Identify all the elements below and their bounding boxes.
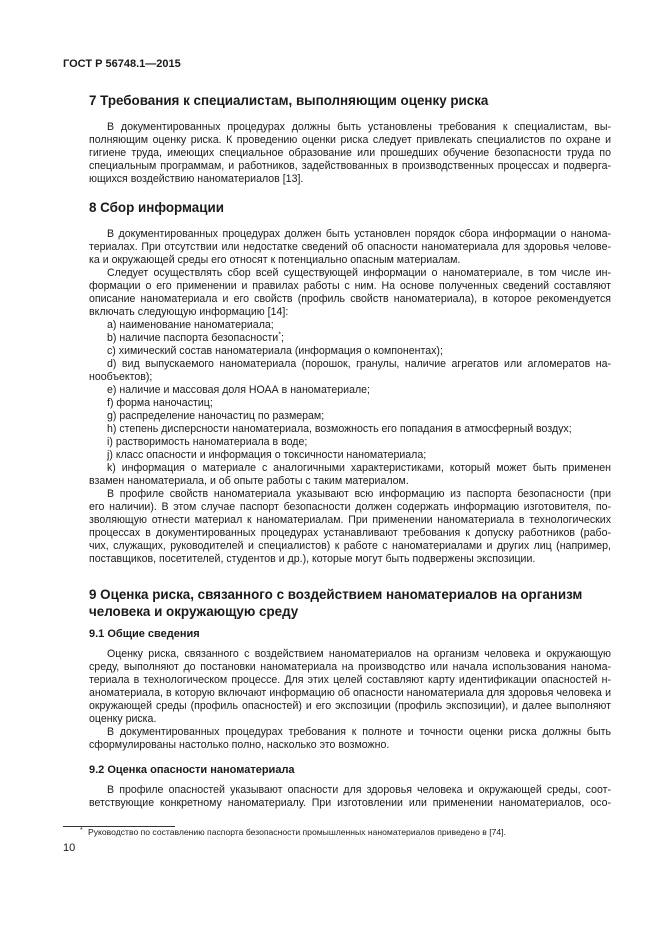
- section-7-title: 7 Требования к специалистам, выполняющим оценку риска: [89, 93, 489, 108]
- section-8-line: процессах в документированных процедурах устанавливают требования к допуску работников (рабо-: [89, 527, 611, 539]
- footnote-mark: *: [80, 827, 83, 834]
- section-9-title: 9 Оценка риска, связанного с воздействием наноматериалов на организм: [89, 587, 583, 602]
- footnote-text: Руководство по составлению паспорта безопасности промышленных наноматериалов приведено в [74].: [88, 827, 506, 837]
- section-8-title: 8 Сбор информации: [89, 200, 224, 215]
- section-7-line: полняющим оценку риска. К проведению оценки риска следует привлекать специалистов по охране и: [89, 134, 611, 146]
- section-7-line: специальным программам, и работников, задействованных в производственных процессах и подверга-: [89, 160, 611, 172]
- subsection-9-1-title: 9.1 Общие сведения: [89, 628, 200, 640]
- page-number: 10: [63, 842, 76, 854]
- list-item-d: d) вид выпускаемого наноматериала (порошок, гранулы, наличие агрегатов или агломератов на-: [107, 358, 611, 370]
- subsection-9-2-line: В профиле опасностей указывают опасности для здоровья человека и окружающей среды, соот-: [107, 784, 611, 796]
- section-8-line: ка и окружающей среды его относят к потенциально опасным материалам.: [89, 254, 461, 266]
- footnote-reference: *: [278, 331, 281, 339]
- section-8-line: териалах. При отсутствии или недостатке сведений об опасности наноматериала для здоровья челове-: [89, 241, 611, 253]
- section-8-line: Следует осуществлять сбор всей существующей информации о наноматериале, в том числе ин-: [107, 267, 611, 279]
- subsection-9-1-line: Оценку риска, связанного с воздействием наноматериалов на организм человека и окружающую: [107, 648, 611, 660]
- list-item-f: f) форма наночастиц;: [107, 397, 213, 409]
- subsection-9-1-line: аноматериала, в которую включают информацию об опасности наноматериала для здоровья человека и: [89, 687, 611, 699]
- list-item-a: a) наименование наноматериала;: [107, 319, 274, 331]
- document-id-header: ГОСТ Р 56748.1—2015: [63, 58, 181, 70]
- section-8-line: поставщиков, посетителей, студентов и др.), которые могут быть подвержены экспозиции.: [89, 553, 536, 565]
- section-8-line: формации о его применении и правилах работы с ним. На основе полученных сведений составляют: [89, 280, 611, 292]
- section-7-line: В документированных процедурах должны быть установлены требования к специалистам, вы-: [107, 121, 611, 133]
- section-9-title-cont: человека и окружающую среду: [89, 604, 299, 619]
- list-item-e: e) наличие и массовая доля НОАА в наноматериале;: [107, 384, 370, 396]
- list-item-k: k) информация о материале с аналогичными характеристиками, который может быть применен: [107, 462, 611, 474]
- list-item-k-cont: взамен наноматериала, и об опыте работы с таким материалом.: [89, 475, 409, 487]
- list-item-c: c) химический состав наноматериала (информация о компонентах);: [107, 345, 443, 357]
- subsection-9-1-line: териала в технологическом процессе. Для этих целей составляют карту идентификации опасностей н-: [89, 674, 611, 686]
- section-8-line: чих, служащих, руководителей и специалистов) к работе с наноматериалами и других лиц (например,: [89, 540, 611, 552]
- section-8-line: В документированных процедурах должен быть установлен порядок сбора информации о наномa-: [107, 228, 611, 240]
- section-8-line: описание наноматериала и его свойств (профиль свойств наноматериала), в которое рекомендуется: [89, 293, 611, 305]
- section-7-line: гигиене труда, имеющих специальное образование или прошедших обучение безопасности труда по: [89, 147, 611, 159]
- subsection-9-1-line: среду, выполняют до постановки наноматериала на производство или начала использования наномa-: [89, 661, 611, 673]
- list-item-i: i) растворимость наноматериала в воде;: [107, 436, 308, 448]
- subsection-9-2-line: ветствующие конкретному наноматериалу. При изготовлении или применении наноматериалов, осо-: [89, 797, 611, 809]
- list-item-b: b) наличие паспорта безопасности*;: [107, 331, 284, 344]
- section-8-line: включать следующую информацию [14]:: [89, 306, 289, 318]
- section-8-line: зволяющую отнести материал к наноматериалам. При применении наноматериала в технологических: [89, 514, 611, 526]
- list-item-g: g) распределение наночастиц по размерам;: [107, 410, 325, 422]
- section-7-line: ющихся воздействию наноматериалов [13].: [89, 173, 304, 185]
- subsection-9-2-title: 9.2 Оценка опасности наноматериала: [89, 764, 295, 776]
- subsection-9-1-line: окружающей среды (профиль опасностей) и его экспозиции (профиль экспозиции), и далее выполняют: [89, 700, 611, 712]
- section-8-line: В профиле свойств наноматериала указывают всю информацию из паспорта безопасности (при: [107, 488, 611, 500]
- subsection-9-1-line: оценку риска.: [89, 713, 157, 725]
- list-item-h: h) степень дисперсности наноматериала, возможность его попадания в атмосферный воздух;: [107, 423, 572, 435]
- section-8-line: его наличии). В этом случае паспорт безопасности должен содержать информацию изготовителя, по-: [89, 501, 611, 513]
- subsection-9-1-line: В документированных процедурах требования к полноте и точности оценки риска должны быть: [107, 726, 611, 738]
- subsection-9-1-line: сформулированы настолько полно, насколько это возможно.: [89, 739, 390, 751]
- list-item-j: j) класс опасности и информация о токсичности наноматериала;: [107, 449, 427, 461]
- list-item-d-cont: нообъектов);: [89, 371, 153, 383]
